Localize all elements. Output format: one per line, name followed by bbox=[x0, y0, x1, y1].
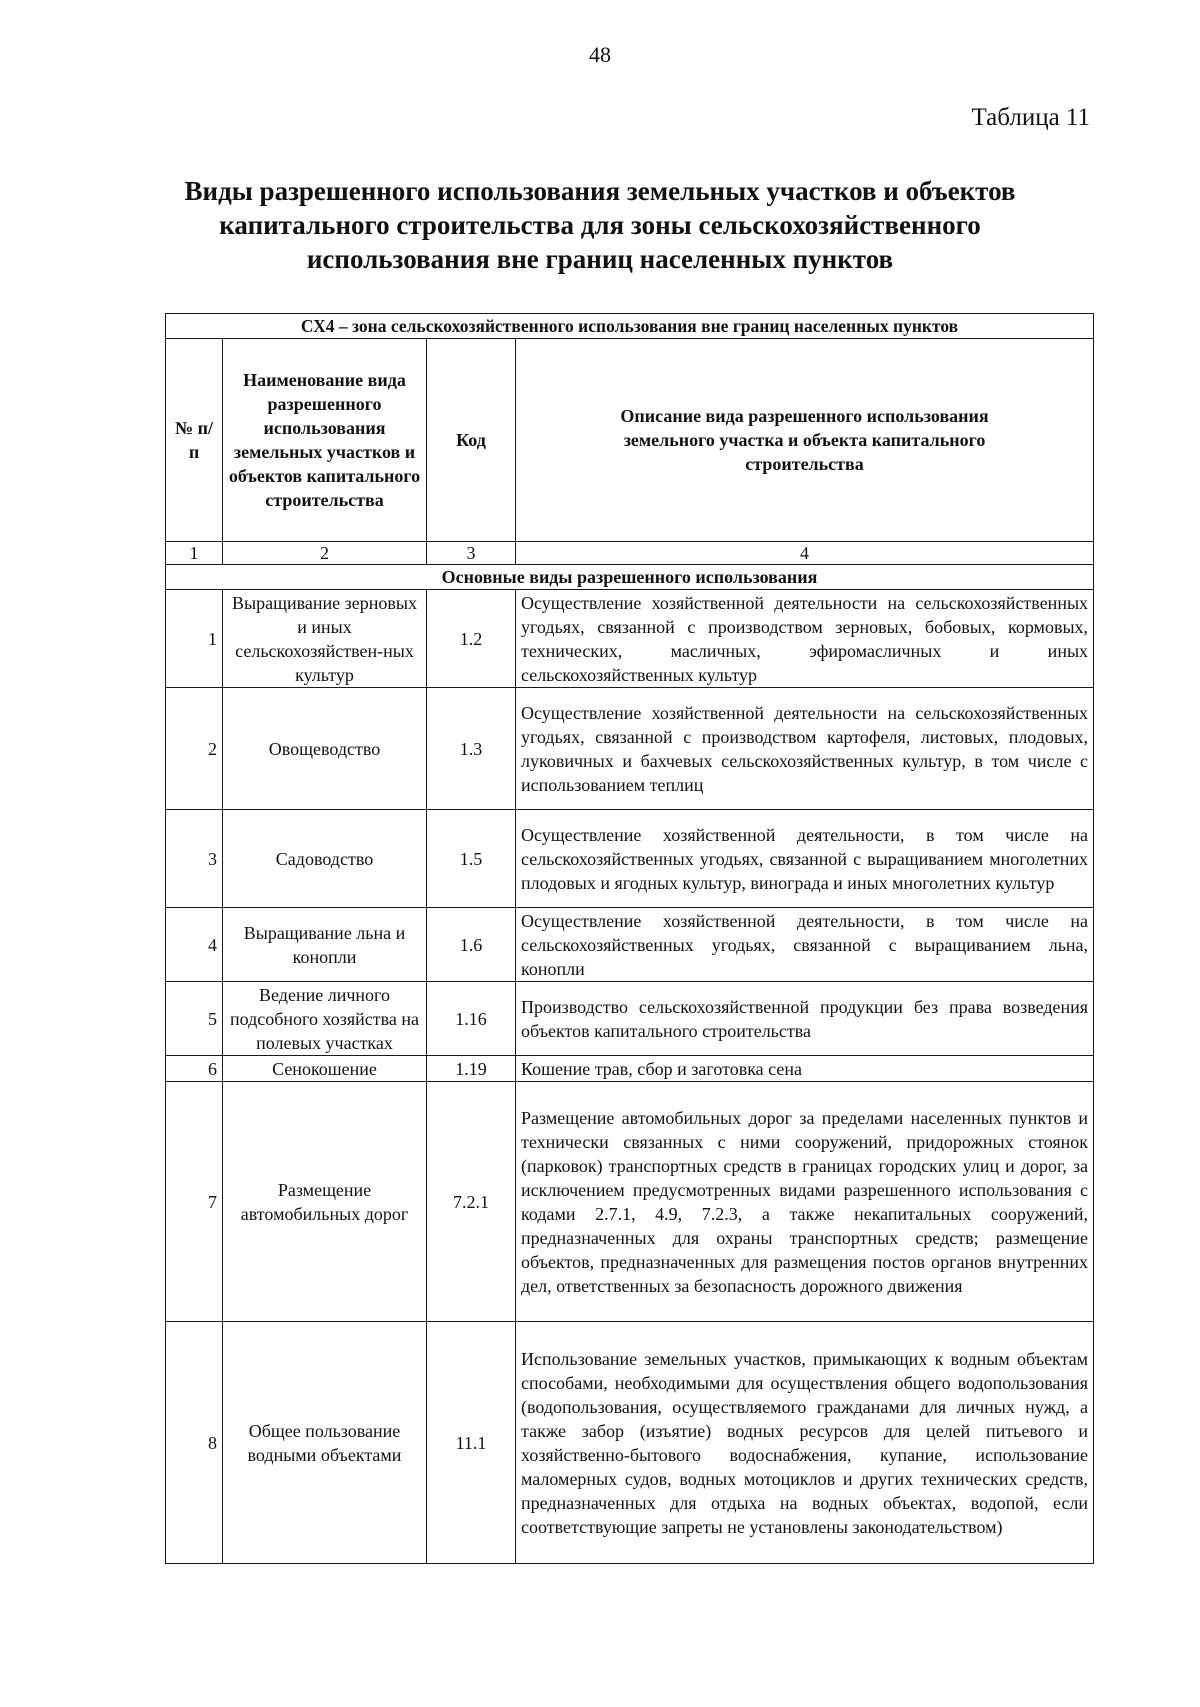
row-number: 6 bbox=[166, 1056, 223, 1082]
zone-header-row bbox=[166, 314, 1094, 339]
row-code: 1.3 bbox=[427, 688, 516, 810]
row-number: 8 bbox=[166, 1322, 223, 1564]
column-number: 3 bbox=[427, 542, 516, 565]
table-row bbox=[166, 1322, 1094, 1564]
row-number: 7 bbox=[166, 1082, 223, 1322]
table-row bbox=[166, 908, 1094, 982]
row-code: 1.19 bbox=[427, 1056, 516, 1082]
header-num: № п/п bbox=[166, 339, 223, 542]
row-name: Размещение автомобильных дорог bbox=[223, 1082, 427, 1322]
row-description: Использование земельных участков, примыкающих к водным объектам способами, необходимыми для осуществления общего водопользования (водопользования, осуществляемого гражданами для личных нужд, а также забор (изъятие) водных ресурсов для целей питьевого и хозяйственно-бытового водоснабжения, купание, использование маломерных судов, водных мотоциклов и других технических средств, предназначенных для отдыха на водных объектах, водопой, если соответствующие запреты не установлены законодательством) bbox=[516, 1322, 1094, 1564]
header-description: Описание вида разрешенного использования земельного участка и объекта капитального строительства bbox=[516, 339, 1094, 542]
table-row bbox=[166, 810, 1094, 908]
page-number: 48 bbox=[589, 42, 611, 67]
header-name: Наименование вида разрешенного использования земельных участков и объектов капитального строительства bbox=[223, 339, 427, 542]
row-code: 1.2 bbox=[427, 590, 516, 688]
row-number: 4 bbox=[166, 908, 223, 982]
row-description: Осуществление хозяйственной деятельности на сельскохозяйственных угодьях, связанной с производством зерновых, бобовых, кормовых, технических, масличных, эфиромасличных и иных сельскохозяйственных культур bbox=[516, 590, 1094, 688]
column-header-row bbox=[166, 339, 1094, 542]
document-title bbox=[120, 174, 1080, 276]
row-name: Выращивание льна и конопли bbox=[223, 908, 427, 982]
column-number: 2 bbox=[223, 542, 427, 565]
row-name: Садоводство bbox=[223, 810, 427, 908]
table-row bbox=[166, 1082, 1094, 1322]
row-description: Осуществление хозяйственной деятельности, в том числе на сельскохозяйственных угодьях, связанной с выращиванием многолетних плодовых и ягодных культур, винограда и иных многолетних культур bbox=[516, 810, 1094, 908]
table-label: Таблица 11 bbox=[971, 104, 1090, 131]
table-row bbox=[166, 590, 1094, 688]
row-code: 11.1 bbox=[427, 1322, 516, 1564]
row-name: Овощеводство bbox=[223, 688, 427, 810]
row-number: 1 bbox=[166, 590, 223, 688]
row-number: 5 bbox=[166, 982, 223, 1056]
section-title: Основные виды разрешенного использования bbox=[166, 565, 1094, 590]
header-code: Код bbox=[427, 339, 516, 542]
row-number: 2 bbox=[166, 688, 223, 810]
row-name: Общее пользование водными объектами bbox=[223, 1322, 427, 1564]
row-description: Осуществление хозяйственной деятельности на сельскохозяйственных угодьях, связанной с производством картофеля, листовых, плодовых, луковичных и бахчевых сельскохозяйственных культур, в том числе с использованием теплиц bbox=[516, 688, 1094, 810]
row-description: Размещение автомобильных дорог за пределами населенных пунктов и технически связанных с ними сооружений, придорожных стоянок (парковок) транспортных средств в границах городских улиц и дорог, за исключением предусмотренных видами разрешенного использования с кодами 2.7.1, 4.9, 7.2.3, а также некапитальных сооружений, предназначенных для охраны транспортных средств; размещение объектов, предназначенных для размещения постов органов внутренних дел, ответственных за безопасность дорожного движения bbox=[516, 1082, 1094, 1322]
zone-header: СХ4 – зона сельскохозяйственного использования вне границ населенных пунктов bbox=[166, 314, 1094, 339]
row-description: Кошение трав, сбор и заготовка сена bbox=[516, 1056, 1094, 1082]
row-number: 3 bbox=[166, 810, 223, 908]
column-number: 4 bbox=[516, 542, 1094, 565]
column-number-row bbox=[166, 542, 1094, 565]
row-description: Производство сельскохозяйственной продукции без права возведения объектов капитального строительства bbox=[516, 982, 1094, 1056]
row-name: Выращивание зерновых и иных сельскохозяйствен-ных культур bbox=[223, 590, 427, 688]
title-line: Виды разрешенного использования земельных участков и объектов bbox=[184, 176, 1016, 206]
row-code: 7.2.1 bbox=[427, 1082, 516, 1322]
table-row bbox=[166, 688, 1094, 810]
title-line: использования вне границ населенных пунктов bbox=[306, 244, 894, 274]
title-line: капитального строительства для зоны сельскохозяйственного bbox=[219, 210, 981, 240]
row-code: 1.5 bbox=[427, 810, 516, 908]
table-row bbox=[166, 1056, 1094, 1082]
row-code: 1.16 bbox=[427, 982, 516, 1056]
table-row bbox=[166, 982, 1094, 1056]
row-name: Сенокошение bbox=[223, 1056, 427, 1082]
row-description: Осуществление хозяйственной деятельности, в том числе на сельскохозяйственных угодьях, связанной с выращиванием льна, конопли bbox=[516, 908, 1094, 982]
section-row bbox=[166, 565, 1094, 590]
row-name: Ведение личного подсобного хозяйства на полевых участках bbox=[223, 982, 427, 1056]
row-code: 1.6 bbox=[427, 908, 516, 982]
column-number: 1 bbox=[166, 542, 223, 565]
land-use-table bbox=[165, 313, 1094, 1564]
